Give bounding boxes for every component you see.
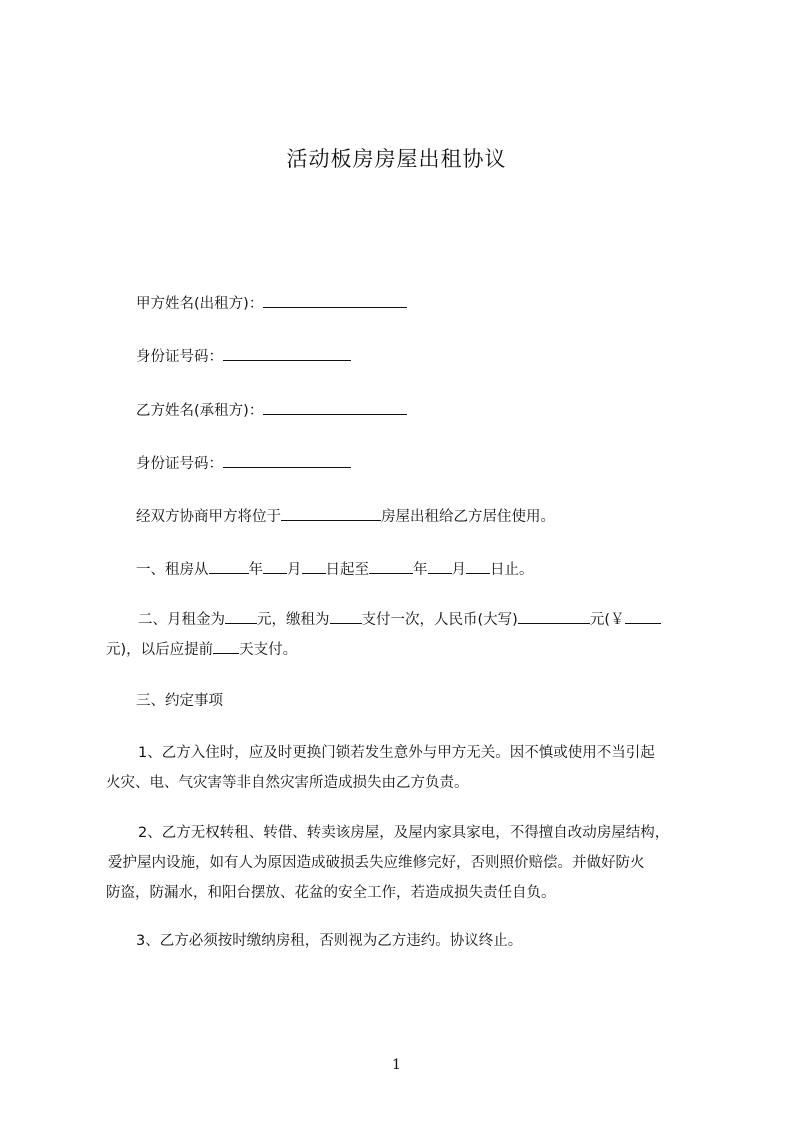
clause2-line1 xyxy=(106,605,710,635)
start-year-blank[interactable] xyxy=(209,557,249,574)
location-line xyxy=(106,504,736,527)
start-month-blank[interactable] xyxy=(263,557,287,574)
party-a-name-blank[interactable] xyxy=(263,291,407,308)
location-prefix: 经双方协商甲方将位于 xyxy=(136,509,281,525)
clause3-item1 xyxy=(106,738,710,798)
clause1-month1: 月 xyxy=(287,562,302,578)
document-title: 活动板房房屋出租协议 xyxy=(286,147,507,171)
party-a-id-blank[interactable] xyxy=(223,344,351,361)
clause2-prefix: 二、月租金为 xyxy=(138,612,225,628)
item2-line3: 防盗，防漏水，和阳台摆放、花盆的安全工作，若造成损失责任自负。 xyxy=(106,885,556,901)
rmb-amount-blank[interactable] xyxy=(625,607,661,624)
clause2-yuan-yen: 元(￥ xyxy=(589,612,625,628)
clause1-month2: 月 xyxy=(451,562,466,578)
rmb-uppercase-blank[interactable] xyxy=(518,607,590,624)
clause1-prefix: 一、租房从 xyxy=(136,562,209,578)
end-day-blank[interactable] xyxy=(466,557,490,574)
advance-days-blank[interactable] xyxy=(213,637,239,654)
clause1-line xyxy=(106,557,736,580)
party-a-id-label: 身份证号码： xyxy=(136,349,223,365)
party-a-name-line xyxy=(106,291,736,314)
item2-line2: 爱护屋内设施，如有人为原因造成破损丢失应维修完好，否则照价赔偿。并做好防火 xyxy=(108,855,645,871)
party-a-id-line xyxy=(106,344,736,367)
clause1-day1: 日起至 xyxy=(325,562,369,578)
item1-line1: 1、乙方入住时，应及时更换门锁若发生意外与甲方无关。因不慎或使用不当引起 xyxy=(138,745,655,761)
clause3-heading: 三、约定事项 xyxy=(136,693,223,709)
clause3-item2 xyxy=(106,818,710,908)
clause2-line2-b: 天支付。 xyxy=(239,642,298,658)
page-number: 1 xyxy=(392,1057,401,1073)
item2-line1: 2、乙方无权转租、转借、转卖该房屋，及屋内家具家电，不得擅自改动房屋结构， xyxy=(138,825,670,841)
monthly-rent-blank[interactable] xyxy=(225,607,257,624)
clause1-year1: 年 xyxy=(248,562,263,578)
clause1-year2: 年 xyxy=(413,562,428,578)
clause2-line2-a: 元)，以后应提前 xyxy=(106,642,214,658)
party-b-name-label: 乙方姓名(承租方)： xyxy=(136,403,264,419)
location-blank[interactable] xyxy=(281,504,381,521)
clause2-line2 xyxy=(106,635,710,665)
payment-period-blank[interactable] xyxy=(330,607,362,624)
party-b-id-label: 身份证号码： xyxy=(136,456,223,472)
item3-line: 3、乙方必须按时缴纳房租，否则视为乙方违约。协议终止。 xyxy=(136,933,523,949)
clause2-paragraph xyxy=(106,605,710,665)
party-b-id-line xyxy=(106,451,736,474)
end-year-blank[interactable] xyxy=(369,557,413,574)
clause2-pay-once: 支付一次，人民币(大写) xyxy=(361,612,518,628)
start-day-blank[interactable] xyxy=(302,557,326,574)
location-suffix: 房屋出租给乙方居住使用。 xyxy=(381,509,555,525)
clause1-day2: 日止。 xyxy=(490,562,534,578)
party-b-id-blank[interactable] xyxy=(223,451,351,468)
party-a-name-label: 甲方姓名(出租方)： xyxy=(136,296,264,312)
end-month-blank[interactable] xyxy=(428,557,452,574)
party-b-name-blank[interactable] xyxy=(263,398,407,415)
clause3-item3 xyxy=(106,926,710,956)
item1-line2: 火灾、电、气灾害等非自然灾害所造成损失由乙方负责。 xyxy=(106,775,469,791)
party-b-name-line xyxy=(106,398,736,421)
clause2-yuan: 元，缴租为 xyxy=(257,612,330,628)
